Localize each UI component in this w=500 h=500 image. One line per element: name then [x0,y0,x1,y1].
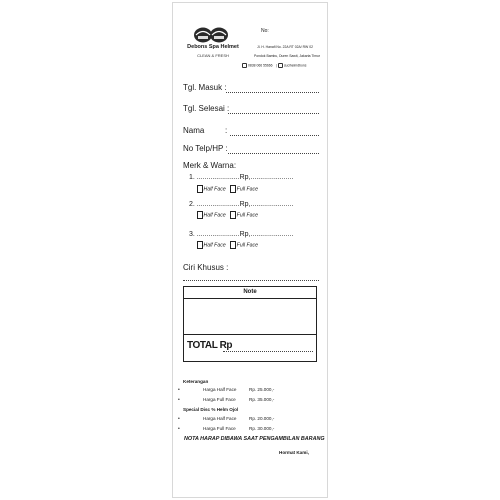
note-box [183,286,317,362]
special-row-half [178,416,180,422]
address-line-1: Jl. H. Hanafi No. 22A RT 02A/ RW 02 [257,45,313,49]
special-row-full [178,426,180,432]
receipt-number-label: No: [261,28,269,34]
full-face-checkbox[interactable] [230,185,236,193]
full-face-checkbox[interactable] [230,241,236,249]
address-line-2: Pondok Bambu, Duren Sawit, Jakarta Timur [254,54,320,58]
merk-item-2: 2. ......................Rp,...................... [189,201,294,208]
nota-notice: NOTA HARAP DIBAWA SAAT PENGAMBILAN BARANG [184,436,325,442]
tgl-selesai-field[interactable] [228,112,319,114]
half-face-checkbox[interactable] [197,211,203,219]
half-face-checkbox[interactable] [197,185,203,193]
special-label-half: Harga Half Face [203,416,237,421]
special-label-full: Harga Full Face [203,426,236,431]
total-label: TOTAL Rp [187,340,233,351]
phone-number: 0838 066 55666 [248,63,273,68]
ciri-khusus-label: Ciri Khusus : [183,263,229,272]
half-face-checkbox[interactable] [197,241,203,249]
bullet-icon: • [178,426,180,432]
phone-contact [242,63,273,68]
brand-name: Debons Spa Helmet [187,44,239,50]
note-divider [184,334,316,335]
price-value-half: Rp. 25.000,- [249,387,275,392]
ciri-khusus-field[interactable] [183,279,319,281]
special-value-full: Rp. 30.000,- [249,426,275,431]
price-label-full: Harga Full Face [203,397,236,402]
helmet-type-options-1: Half Face Full Face [197,185,258,193]
merk-warna-label: Merk & Warna: [183,161,237,170]
instagram-contact: | cucihelmdbons [276,63,307,68]
bullet-icon: • [178,397,180,403]
no-telp-label: No Telp/HP : [183,144,228,153]
full-face-checkbox[interactable] [230,211,236,219]
tgl-masuk-field[interactable] [226,91,319,93]
helmet-logo-icon [193,25,229,43]
bullet-icon: • [178,387,180,393]
price-label-half: Harga Half Face [203,387,237,392]
nama-field[interactable] [230,134,319,136]
brand-tagline: CLEAN & FRESH [197,53,229,58]
receipt-form [172,2,328,498]
instagram-icon [278,63,283,68]
hormat-kami: Hormat Kami, [279,450,309,455]
price-row-full [178,397,180,403]
price-row-half [178,387,180,393]
total-field[interactable] [223,351,313,352]
whatsapp-icon [242,63,247,68]
helmet-type-options-2: Half Face Full Face [197,211,258,219]
tgl-selesai-label: Tgl. Selesai : [183,104,230,113]
bullet-icon: • [178,416,180,422]
tgl-masuk-label: Tgl. Masuk : [183,83,227,92]
special-discount-title: Special Disc % Helm Ojol [183,407,239,412]
special-value-half: Rp. 20.000,- [249,416,275,421]
keterangan-title: Keterangan [183,379,209,384]
no-telp-field[interactable] [228,152,319,154]
nama-colon: : [225,126,228,135]
note-header: Note [184,287,316,299]
merk-item-1: 1. ......................Rp,...................... [189,174,294,181]
instagram-handle: cucihelmdbons [283,63,307,68]
merk-item-3: 3. ......................Rp,...................... [189,231,294,238]
nama-label: Nama [183,126,205,135]
price-value-full: Rp. 35.000,- [249,397,275,402]
helmet-type-options-3: Half Face Full Face [197,241,258,249]
